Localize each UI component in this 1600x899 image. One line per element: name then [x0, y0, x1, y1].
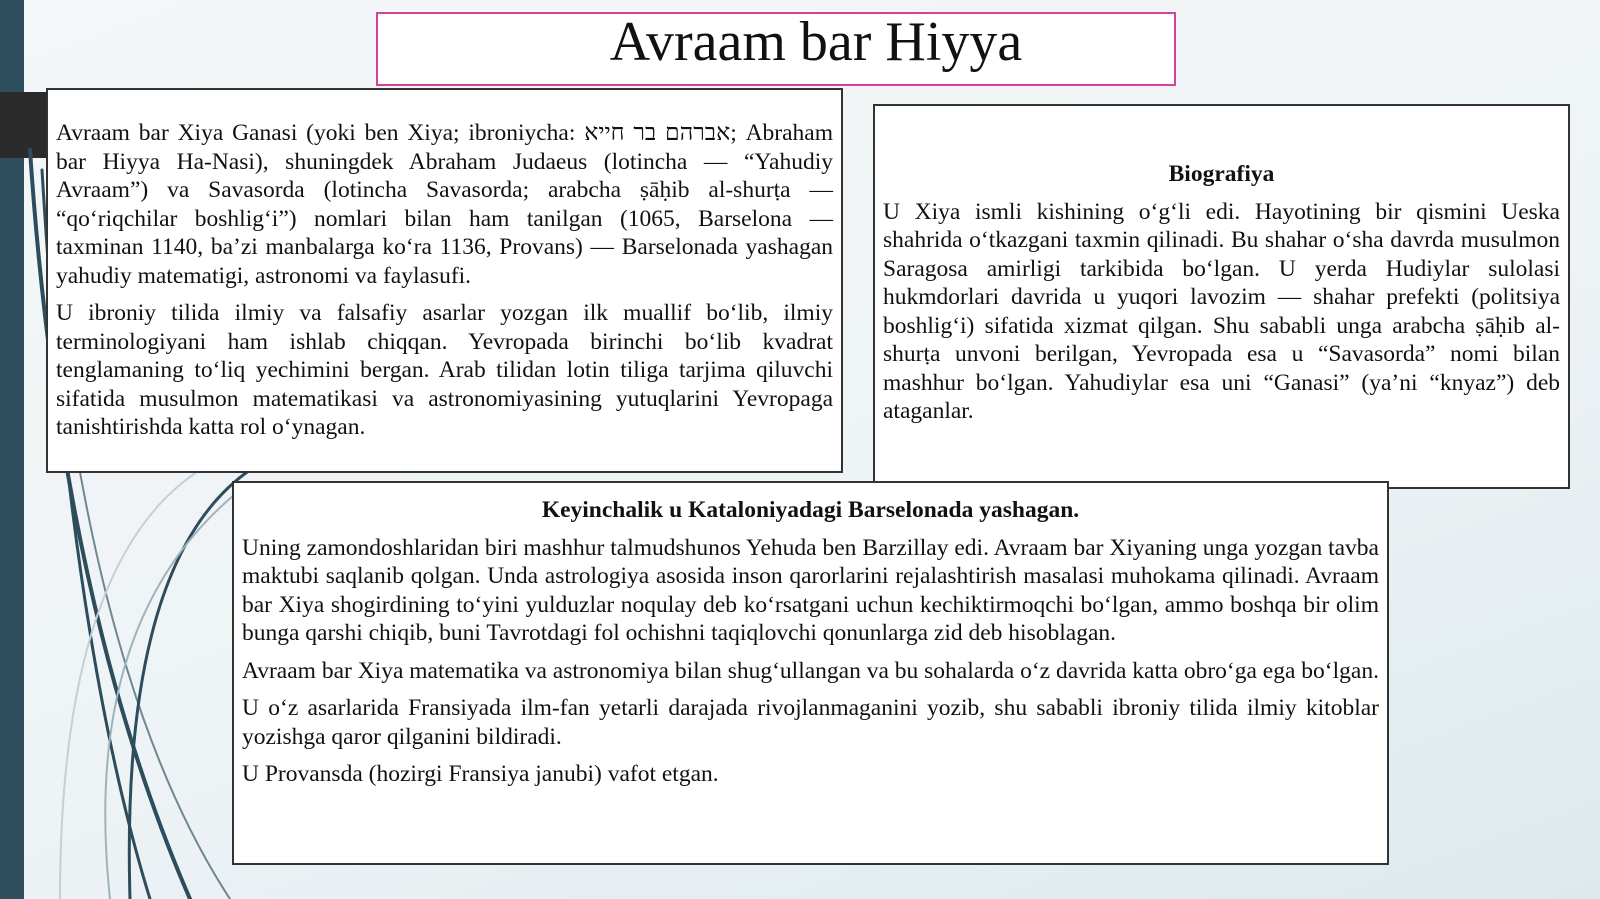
- intro-paragraph: U ibroniy tilida ilmiy va falsafiy asarlar yozgan ilk muallif bo‘lib, ilmiy terminologiyani ham ishlab chiqqan. Yevropada birinchi bo‘lib kvadrat tenglamaning to‘liq yechimini bergan. Arab tilidan lotin tiliga tarjima qiluvchi sifatida musulmon matematikasi va astronomiyasining yutuqlarini Yevropaga tanishtirishda katta rol o‘ynagan.: [56, 300, 833, 440]
- later-life-paragraph: Avraam bar Xiya matematika va astronomiya bilan shug‘ullangan va bu sohalarda o‘z davrida katta obro‘ga ega bo‘lgan.: [242, 657, 1379, 684]
- biography-paragraph: U Xiya ismli kishining o‘g‘li edi. Hayotining bir qismini Ueska shahrida o‘tkazgani taxmin qilinadi. Bu shahar o‘sha davrda musulmon Saragosa amirligi tarkibida bo‘lgan. U yerda Hudiylar sulolasi hukmdorlari davrida u yuqori lavozim — shahar prefekti (politsiya boshlig‘i) sifatida xizmat qilgan. Shu sababli unga arabcha ṣāḥib al-shurṭa unvoni berilgan, Yevropada esa u “Savasorda” nomi bilan mashhur bo‘lgan. Yahudiylar esa uni “Ganasi” (ya’ni “knyaz”) deb ataganlar.: [883, 198, 1560, 424]
- later-life-paragraph: Uning zamondoshlaridan biri mashhur talmudshunos Yehuda ben Barzillay edi. Avraam bar Xiyaning unga yozgan tavba maktubi saqlanib qolgan. Unda astrologiya asosida inson qarorlarini rejalashtirish masalasi muhokama qilinadi. Avraam bar Xiya shogirdining to‘yini yulduzlar noqulay deb ko‘rsatgani uchun kechiktirmoqchi bo‘lgan, ammo boshqa bir olim bunga qarshi chiqib, buni Tavrotdagi fol ochishni taqiqlovchi qonunlarga zid deb hisoblagan.: [242, 534, 1379, 646]
- later-life-text-box: [232, 481, 1389, 865]
- later-life-heading: Keyinchalik u Kataloniyadagi Barselonada yashagan.: [541, 497, 1080, 523]
- later-life-paragraph: U o‘z asarlarida Fransiyada ilm-fan yetarli darajada rivojlanmaganini yozib, shu sababli ibroniy tilida ilmiy kitoblar yozishga qaror qilganini bildiradi.: [242, 695, 1379, 750]
- intro-text-box: [46, 88, 843, 473]
- slide-side-tab: [0, 92, 48, 158]
- biography-text-box: [873, 104, 1570, 489]
- later-life-paragraph: U Provansda (hozirgi Fransiya janubi) vafot etgan.: [242, 761, 719, 787]
- title-box: [376, 12, 1176, 86]
- biography-heading: Biografiya: [1168, 161, 1275, 187]
- slide-title: Avraam bar Hiyya: [609, 11, 1023, 73]
- intro-paragraph: Avraam bar Xiya Ganasi (yoki ben Xiya; ibroniycha: אברהם בר חייא; Abraham bar Hiyya Ha-Nasi), shuningdek Abraham Judaeus (lotincha — “Yahudiy Avraam”) va Savasorda (lotincha Savasorda; arabcha ṣāḥib al-shurṭa — “qo‘riqchilar boshlig‘i”) nomlari bilan ham tanilgan (1065, Barselona — taxminan 1140, ba’zi manbalarga ko‘ra 1136, Provans) — Barselonada yashagan yahudiy matematigi, astronomi va faylasufi.: [56, 120, 834, 289]
